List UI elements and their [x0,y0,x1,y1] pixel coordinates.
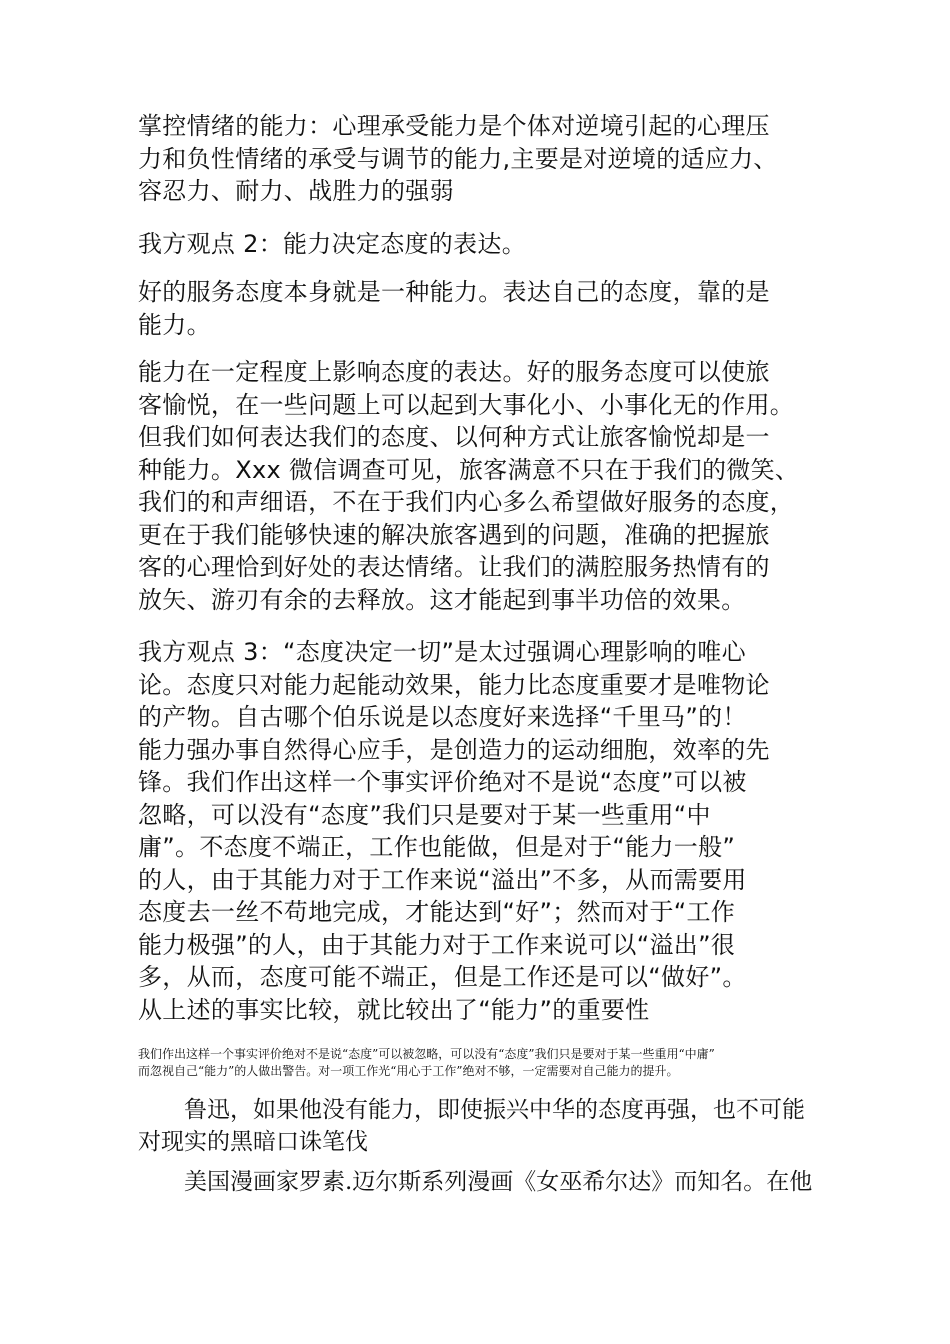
paragraph-viewpoint-3: 我方观点 3：“态度决定一切”是太过强调心理影响的唯心 论。态度只对能力起能动效果，能力比态度重要才是唯物论 的产物。自古哪个伯乐说是以态度好来选择“千里马”的！ 能力强办事自然得心应手，是创造力的运动细胞，效率的先 锋。我们作出这样一个事实评价绝对不是说“态度”可以被 忽略，可以没有“态度”我们只是要对于某一些重用“中 庸”。不态度不端正，工作也能做，但是对于“能力一般” 的人，由于其能力对于工作来说“溢出”不多，从而需要用 态度去一丝不苟地完成，才能达到“好”；然而对于“工作 能力极强”的人，由于其能力对于工作来说可以“溢出”很 多，从而，态度可能不端正，但是工作还是可以“做好”。 从上述的事实比较，就比较出了“能力”的重要性 [138,638,770,1024]
paragraph-russell-myers: 美国漫画家罗素.迈尔斯系列漫画《女巫希尔达》而知名。在他 [138,1169,813,1195]
paragraph-viewpoint-2-heading: 我方观点 2：能力决定态度的表达。 [138,230,526,258]
paragraph-ability-influences-attitude: 能力在一定程度上影响态度的表达。好的服务态度可以使旅 客愉悦，在一些问题上可以起到大事化小、小事化无的作用。 但我们如何表达我们的态度、以何种方式让旅客愉悦却是一 种能力。Xxx 微信调查可见，旅客满意不只在于我们的微笑、 我们的和声细语，不在于我们内心多么希望做好服务的态度， 更在于我们能够快速的解决旅客遇到的问题，准确的把握旅 客的心理恰到好处的表达情绪。让我们的满腔服务热情有的 放矢、游刃有余的去释放。这才能起到事半功倍的效果。 [138,358,800,614]
paragraph-emotion-control: 掌控情绪的能力：心理承受能力是个体对逆境引起的心理压 力和负性情绪的承受与调节的能力,主要是对逆境的适应力、 容忍力、耐力、战胜力的强弱 [138,112,778,205]
paragraph-service-attitude: 好的服务态度本身就是一种能力。表达自己的态度，靠的是 能力。 [138,278,770,339]
paragraph-lu-xun: 鲁迅，如果他没有能力，即使振兴中华的态度再强，也不可能 对现实的黑暗口诛笔伐 [138,1097,805,1155]
small-note: 我们作出这样一个事实评价绝对不是说“态度”可以被忽略，可以没有“态度”我们只是要对于某一些重用“中庸” 而忽视自己“能力”的人做出警告。对一项工作光“用心于工作”绝对不够，一定需要对自己能力的提升。 [138,1047,715,1078]
